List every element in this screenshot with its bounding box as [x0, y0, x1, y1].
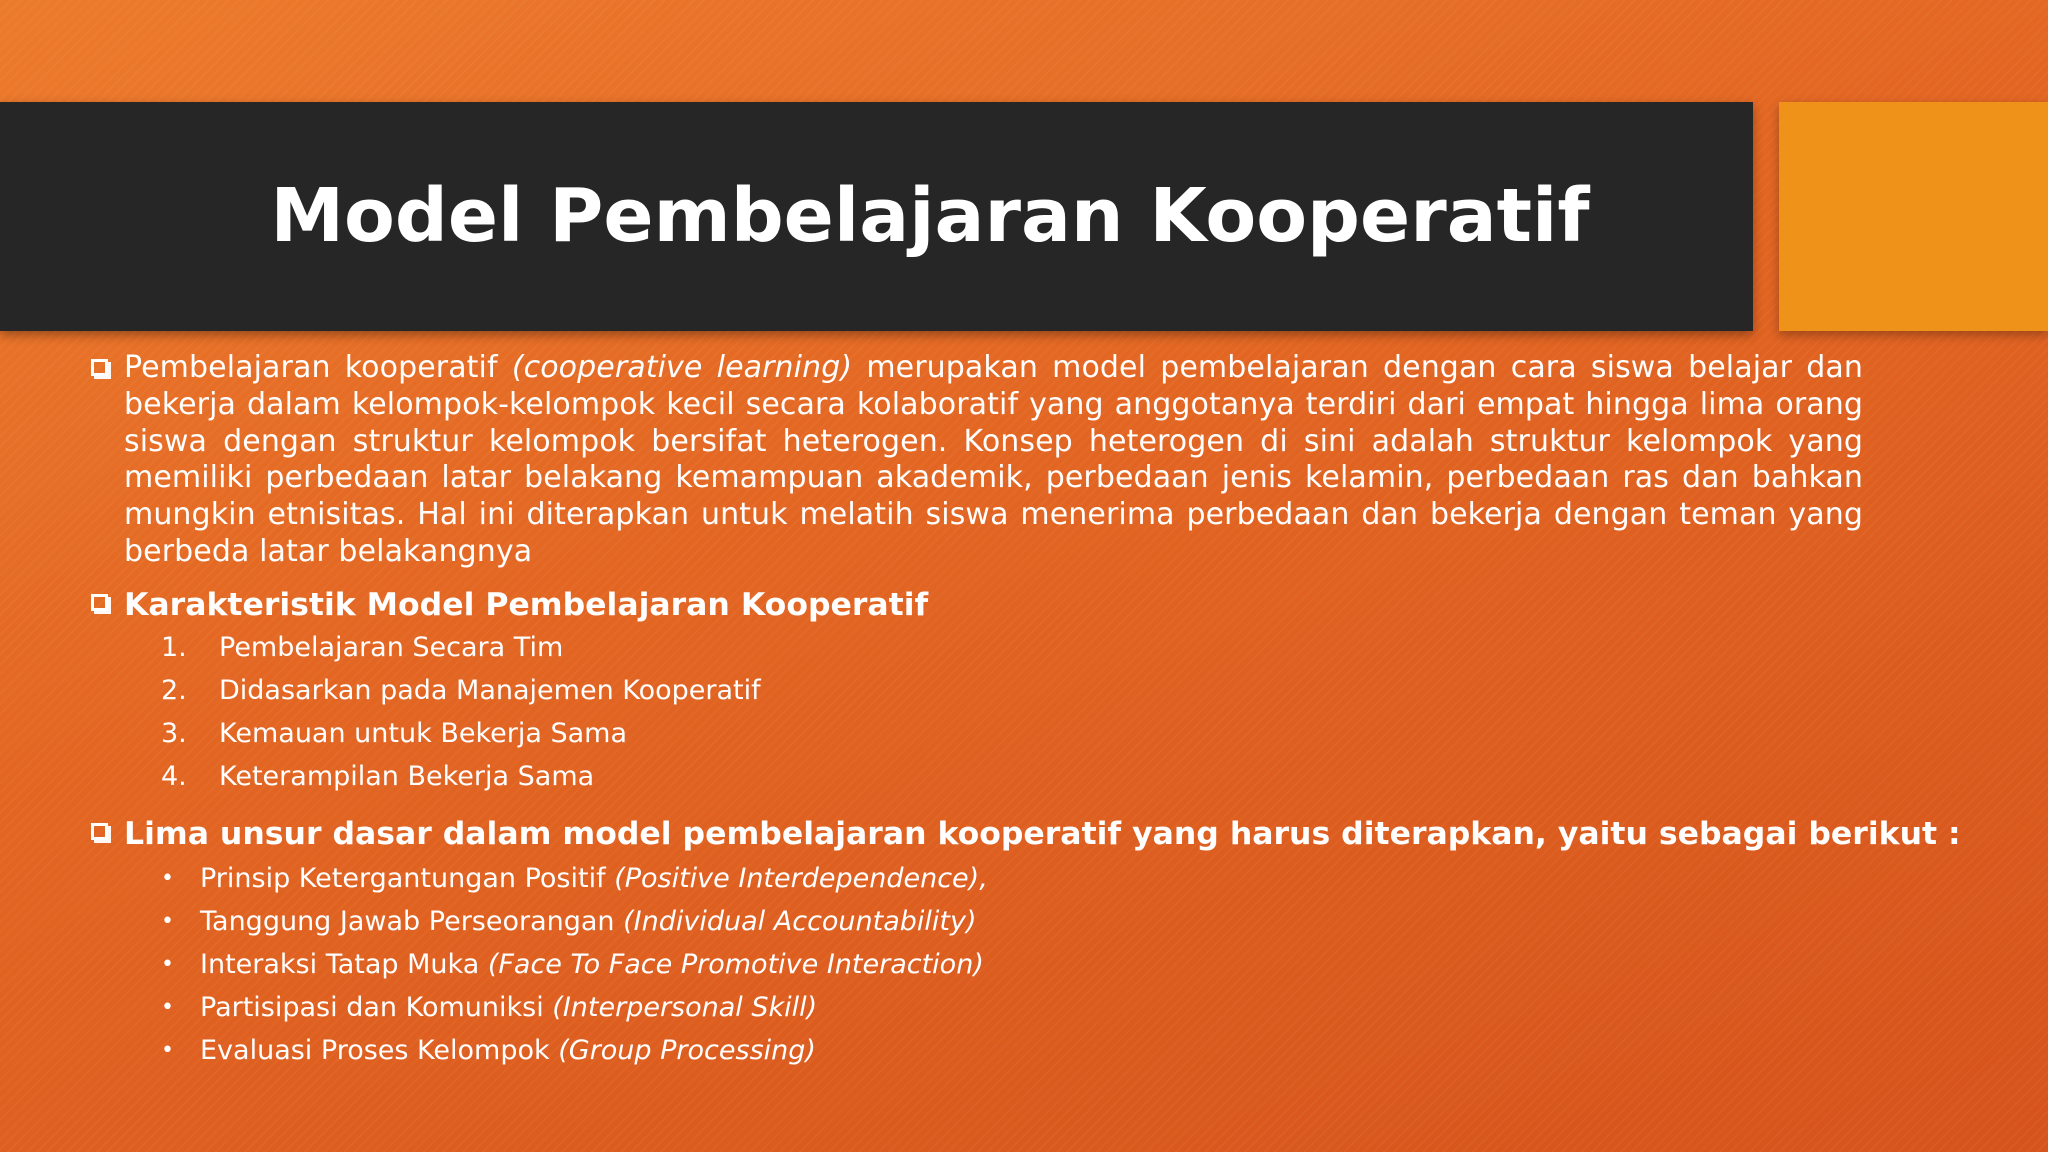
characteristics-heading-text: Karakteristik Model Pembelajaran Kooperatif [124, 586, 929, 623]
list-item-text: Didasarkan pada Manajemen Kooperatif [219, 674, 761, 706]
bullet-dot-icon: • [161, 1037, 174, 1063]
list-item-italic: (Positive Interdependence), [614, 862, 988, 894]
list-item [88, 1029, 1863, 1072]
bullet-dot-icon: • [161, 865, 174, 891]
list-item-italic: (Interpersonal Skill) [552, 991, 818, 1023]
title-bar [0, 102, 1753, 331]
list-number: 2. [161, 674, 187, 706]
list-item-text: Interaksi Tatap Muka [200, 948, 488, 980]
list-item [88, 755, 1863, 798]
characteristics-list [88, 626, 1863, 798]
list-item-text: Pembelajaran Secara Tim [219, 631, 564, 663]
list-item-text: Tanggung Jawab Perseorangan [200, 905, 624, 937]
list-item-italic: (Group Processing) [558, 1034, 816, 1066]
elements-list [88, 857, 1863, 1072]
accent-block [1779, 102, 2048, 331]
list-item-text: Prinsip Ketergantungan Positif [200, 862, 615, 894]
square-bullet-icon [91, 359, 108, 376]
list-item-italic: (Individual Accountability) [623, 905, 977, 937]
bullet-dot-icon: • [161, 908, 174, 934]
slide-title: Model Pembelajaran Kooperatif [270, 173, 1590, 259]
list-number: 3. [161, 717, 187, 749]
list-item-italic: (Face To Face Promotive Interaction) [487, 948, 984, 980]
elements-heading-text: Lima unsur dasar dalam model pembelajaran kooperatif yang harus diterapkan, yaitu sebagai berikut : [124, 815, 1961, 852]
list-item [88, 943, 1863, 986]
slide-content [88, 350, 1961, 1072]
bullet-dot-icon: • [161, 994, 174, 1020]
bullet-dot-icon: • [161, 951, 174, 977]
list-number: 4. [161, 760, 187, 792]
list-item [88, 857, 1863, 900]
definition-text-rest: merupakan model pembelajaran dengan cara siswa belajar dan bekerja dalam kelompok-kelompok kecil secara kolaboratif yang anggotanya terdiri dari empat hingga lima orang siswa dengan struktur kelompok bersifat heterogen. Konsep heterogen di sini adalah struktur kelompok yang memiliki perbedaan latar belakang kemampuan akademik, perbedaan jenis kelamin, perbedaan ras dan bahkan mungkin etnisitas. Hal ini diterapkan untuk melatih siswa menerima perbedaan dan bekerja dengan teman yang berbeda latar belakangnya [124, 350, 1863, 569]
list-item [88, 900, 1863, 943]
definition-italic-term: (cooperative learning) [511, 350, 853, 385]
square-bullet-icon [91, 823, 108, 840]
list-item-text: Partisipasi dan Komuniksi [200, 991, 553, 1023]
list-item-text: Evaluasi Proses Kelompok [200, 1034, 559, 1066]
list-number: 1. [161, 631, 187, 663]
list-item [88, 626, 1863, 669]
characteristics-heading [88, 585, 1863, 625]
list-item-text: Keterampilan Bekerja Sama [219, 760, 595, 792]
list-item [88, 986, 1863, 1029]
list-item [88, 669, 1863, 712]
list-item [88, 712, 1863, 755]
square-bullet-icon [91, 594, 108, 611]
elements-heading [88, 814, 1961, 854]
list-item-text: Kemauan untuk Bekerja Sama [219, 717, 627, 749]
definition-text-start: Pembelajaran kooperatif [124, 350, 512, 385]
definition-paragraph [88, 350, 1863, 571]
